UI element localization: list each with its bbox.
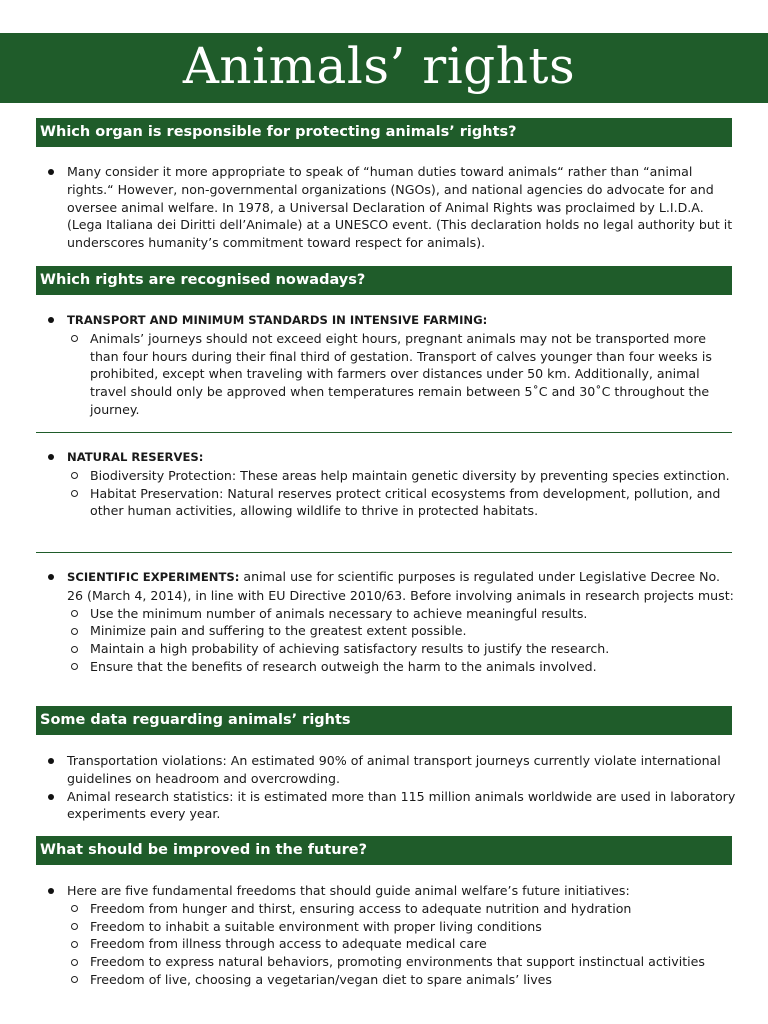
divider [36, 552, 732, 553]
sub-list-item: Freedom of live, choosing a vegetarian/vegan diet to spare animals’ lives [36, 971, 736, 989]
list-item: Many consider it more appropriate to speak of “human duties toward animals“ rather than “animal rights.“ However, non-governmental organizations (NGOs), and national agencies do advocate for and oversee animal welfare. In 1978, a Universal Declaration of Animal Rights was proclaimed by L.I.D.A. (Lega Italiana dei Diritti dell’Animale) at a UNESCO event. (This declaration holds no legal authority but it underscores humanity’s commitment toward respect for animals). [36, 163, 736, 252]
sub-list-item: Freedom to express natural behaviors, promoting environments that support instinctual activities [36, 953, 736, 971]
sub-list-item: Freedom to inhabit a suitable environment with proper living conditions [36, 918, 736, 936]
sub-list-item: Freedom from hunger and thirst, ensuring access to adequate nutrition and hydration [36, 900, 736, 918]
data-content [36, 752, 736, 823]
reserves-title: NATURAL RESERVES: [67, 450, 204, 464]
sub-list-item: Habitat Preservation: Natural reserves protect critical ecosystems from development, pollution, and other human activities, allowing wildlife to thrive in protected habitats. [36, 485, 736, 521]
list-item: Animal research statistics: it is estimated more than 115 million animals worldwide are used in laboratory experiments every year. [36, 788, 736, 824]
sub-list-item: Use the minimum number of animals necessary to achieve meaningful results. [36, 605, 736, 623]
future-content [36, 882, 736, 989]
reserves-content [36, 448, 736, 520]
section-heading-data: Some data reguarding animals’ rights [36, 706, 732, 735]
sub-list-item: Biodiversity Protection: These areas help maintain genetic diversity by preventing species extinction. [36, 467, 736, 485]
transport-title: TRANSPORT AND MINIMUM STANDARDS IN INTENSIVE FARMING: [67, 313, 488, 327]
sub-list-item: Minimize pain and suffering to the greatest extent possible. [36, 622, 736, 640]
organ-content [36, 163, 736, 252]
sub-list-item: Animals’ journeys should not exceed eight hours, pregnant animals may not be transported more than four hours during their final third of gestation. Transport of calves younger than four weeks is prohibited, except when traveling with farmers over distances under 50 km. Additionally, animal travel should only be approved when temperatures remain between 5˚C and 30˚C throughout the journey. [36, 330, 736, 419]
sub-list-item: Freedom from illness through access to adequate medical care [36, 935, 736, 953]
list-item [36, 882, 736, 989]
transport-content [36, 311, 736, 419]
experiments-intro: animal use for scientific purposes is regulated under Legislative Decree No. 26 (March 4, 2014), in line with EU Directive 2010/63. Before involving animals in research projects must: [67, 569, 734, 603]
sub-list-item: Ensure that the benefits of research outweigh the harm to the animals involved. [36, 658, 736, 676]
title-banner [0, 33, 768, 103]
list-item [36, 568, 736, 676]
page-title: Animals’ rights [182, 37, 576, 95]
section-heading-organ: Which organ is responsible for protecting animals’ rights? [36, 118, 732, 147]
section-heading-rights: Which rights are recognised nowadays? [36, 266, 732, 295]
experiments-content [36, 568, 736, 676]
divider [36, 432, 732, 433]
list-item [36, 311, 736, 419]
experiments-title: SCIENTIFIC EXPERIMENTS: [67, 570, 240, 584]
list-item [36, 448, 736, 520]
list-item: Transportation violations: An estimated 90% of animal transport journeys currently violate international guidelines on headroom and overcrowding. [36, 752, 736, 788]
section-heading-future: What should be improved in the future? [36, 836, 732, 865]
future-intro: Here are five fundamental freedoms that should guide animal welfare’s future initiatives: [67, 883, 630, 898]
sub-list-item: Maintain a high probability of achieving satisfactory results to justify the research. [36, 640, 736, 658]
